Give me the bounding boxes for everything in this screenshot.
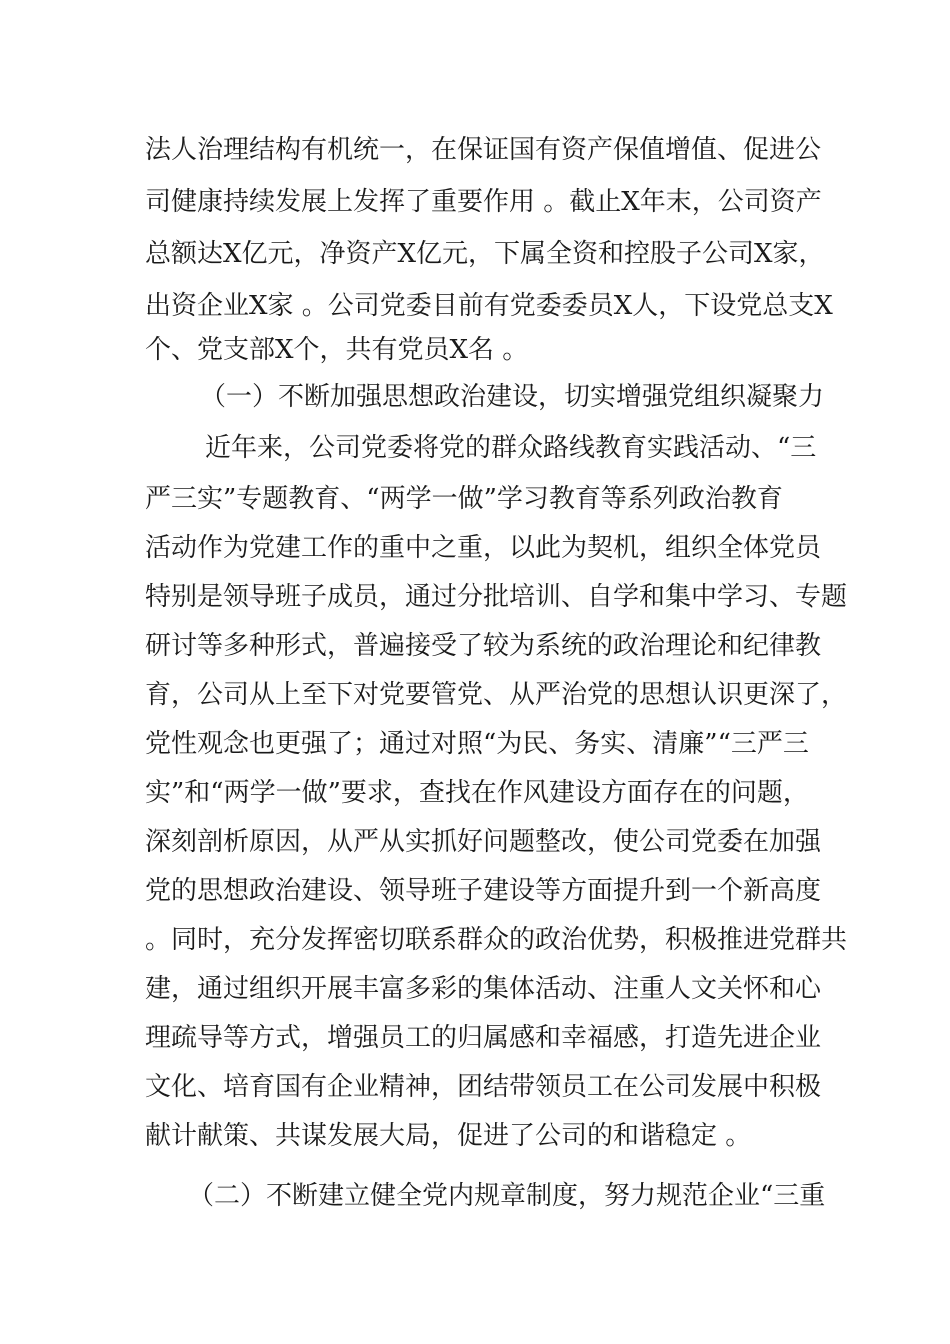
paragraph-line: 研讨等多种形式，普遍接受了较为系统的政治理论和纪律教 [145,631,822,661]
paragraph-line: 出资企业X家 。公司党委目前有党委委员X人，下设党总支X [145,291,833,321]
paragraph-line: 法人治理结构有机统一，在保证国有资产保值增值、促进公 [145,135,822,165]
paragraph-line: 党性观念也更强了；通过对照“为民、务实、清廉”“三严三 [145,729,809,759]
section-heading: （二）不断建立健全党内规章制度，努力规范企业“三重 [188,1181,826,1211]
paragraph-line: 党的思想政治建设、领导班子建设等方面提升到一个新高度 [145,876,822,906]
paragraph-line: 个、党支部X个，共有党员X名 。 [145,335,529,365]
paragraph-line: 深刻剖析原因，从严从实抓好问题整改，使公司党委在加强 [145,827,822,857]
paragraph-line: 文化、培育国有企业精神，团结带领员工在公司发展中积极 [145,1072,822,1102]
paragraph-line: 理疏导等方式，增强员工的归属感和幸福感，打造先进企业 [145,1023,822,1053]
paragraph-line: 实”和“两学一做”要求，查找在作风建设方面存在的问题， [145,778,809,808]
paragraph-line: 总额达X亿元，净资产X亿元，下属全资和控股子公司X家， [145,239,825,269]
paragraph-line: 活动作为党建工作的重中之重，以此为契机，组织全体党员 [145,533,822,563]
paragraph-line: 近年来，公司党委将党的群众路线教育实践活动、“三 [205,433,817,463]
paragraph-line: 育，公司从上至下对党要管党、从严治党的思想认识更深了， [145,680,848,710]
paragraph-line: 严三实”专题教育、“两学一做”学习教育等系列政治教育 [145,484,783,514]
section-heading: （一）不断加强思想政治建设，切实增强党组织凝聚力 [200,382,825,412]
paragraph-line: 。同时，充分发挥密切联系群众的政治优势，积极推进党群共 [145,925,848,955]
paragraph-line: 特别是领导班子成员，通过分批培训、自学和集中学习、专题 [145,582,848,612]
paragraph-line: 司健康持续发展上发挥了重要作用 。截止X年末，公司资产 [145,187,822,217]
paragraph-line: 献计献策、共谋发展大局，促进了公司的和谐稳定 。 [145,1121,752,1151]
paragraph-line: 建，通过组织开展丰富多彩的集体活动、注重人文关怀和心 [145,974,822,1004]
